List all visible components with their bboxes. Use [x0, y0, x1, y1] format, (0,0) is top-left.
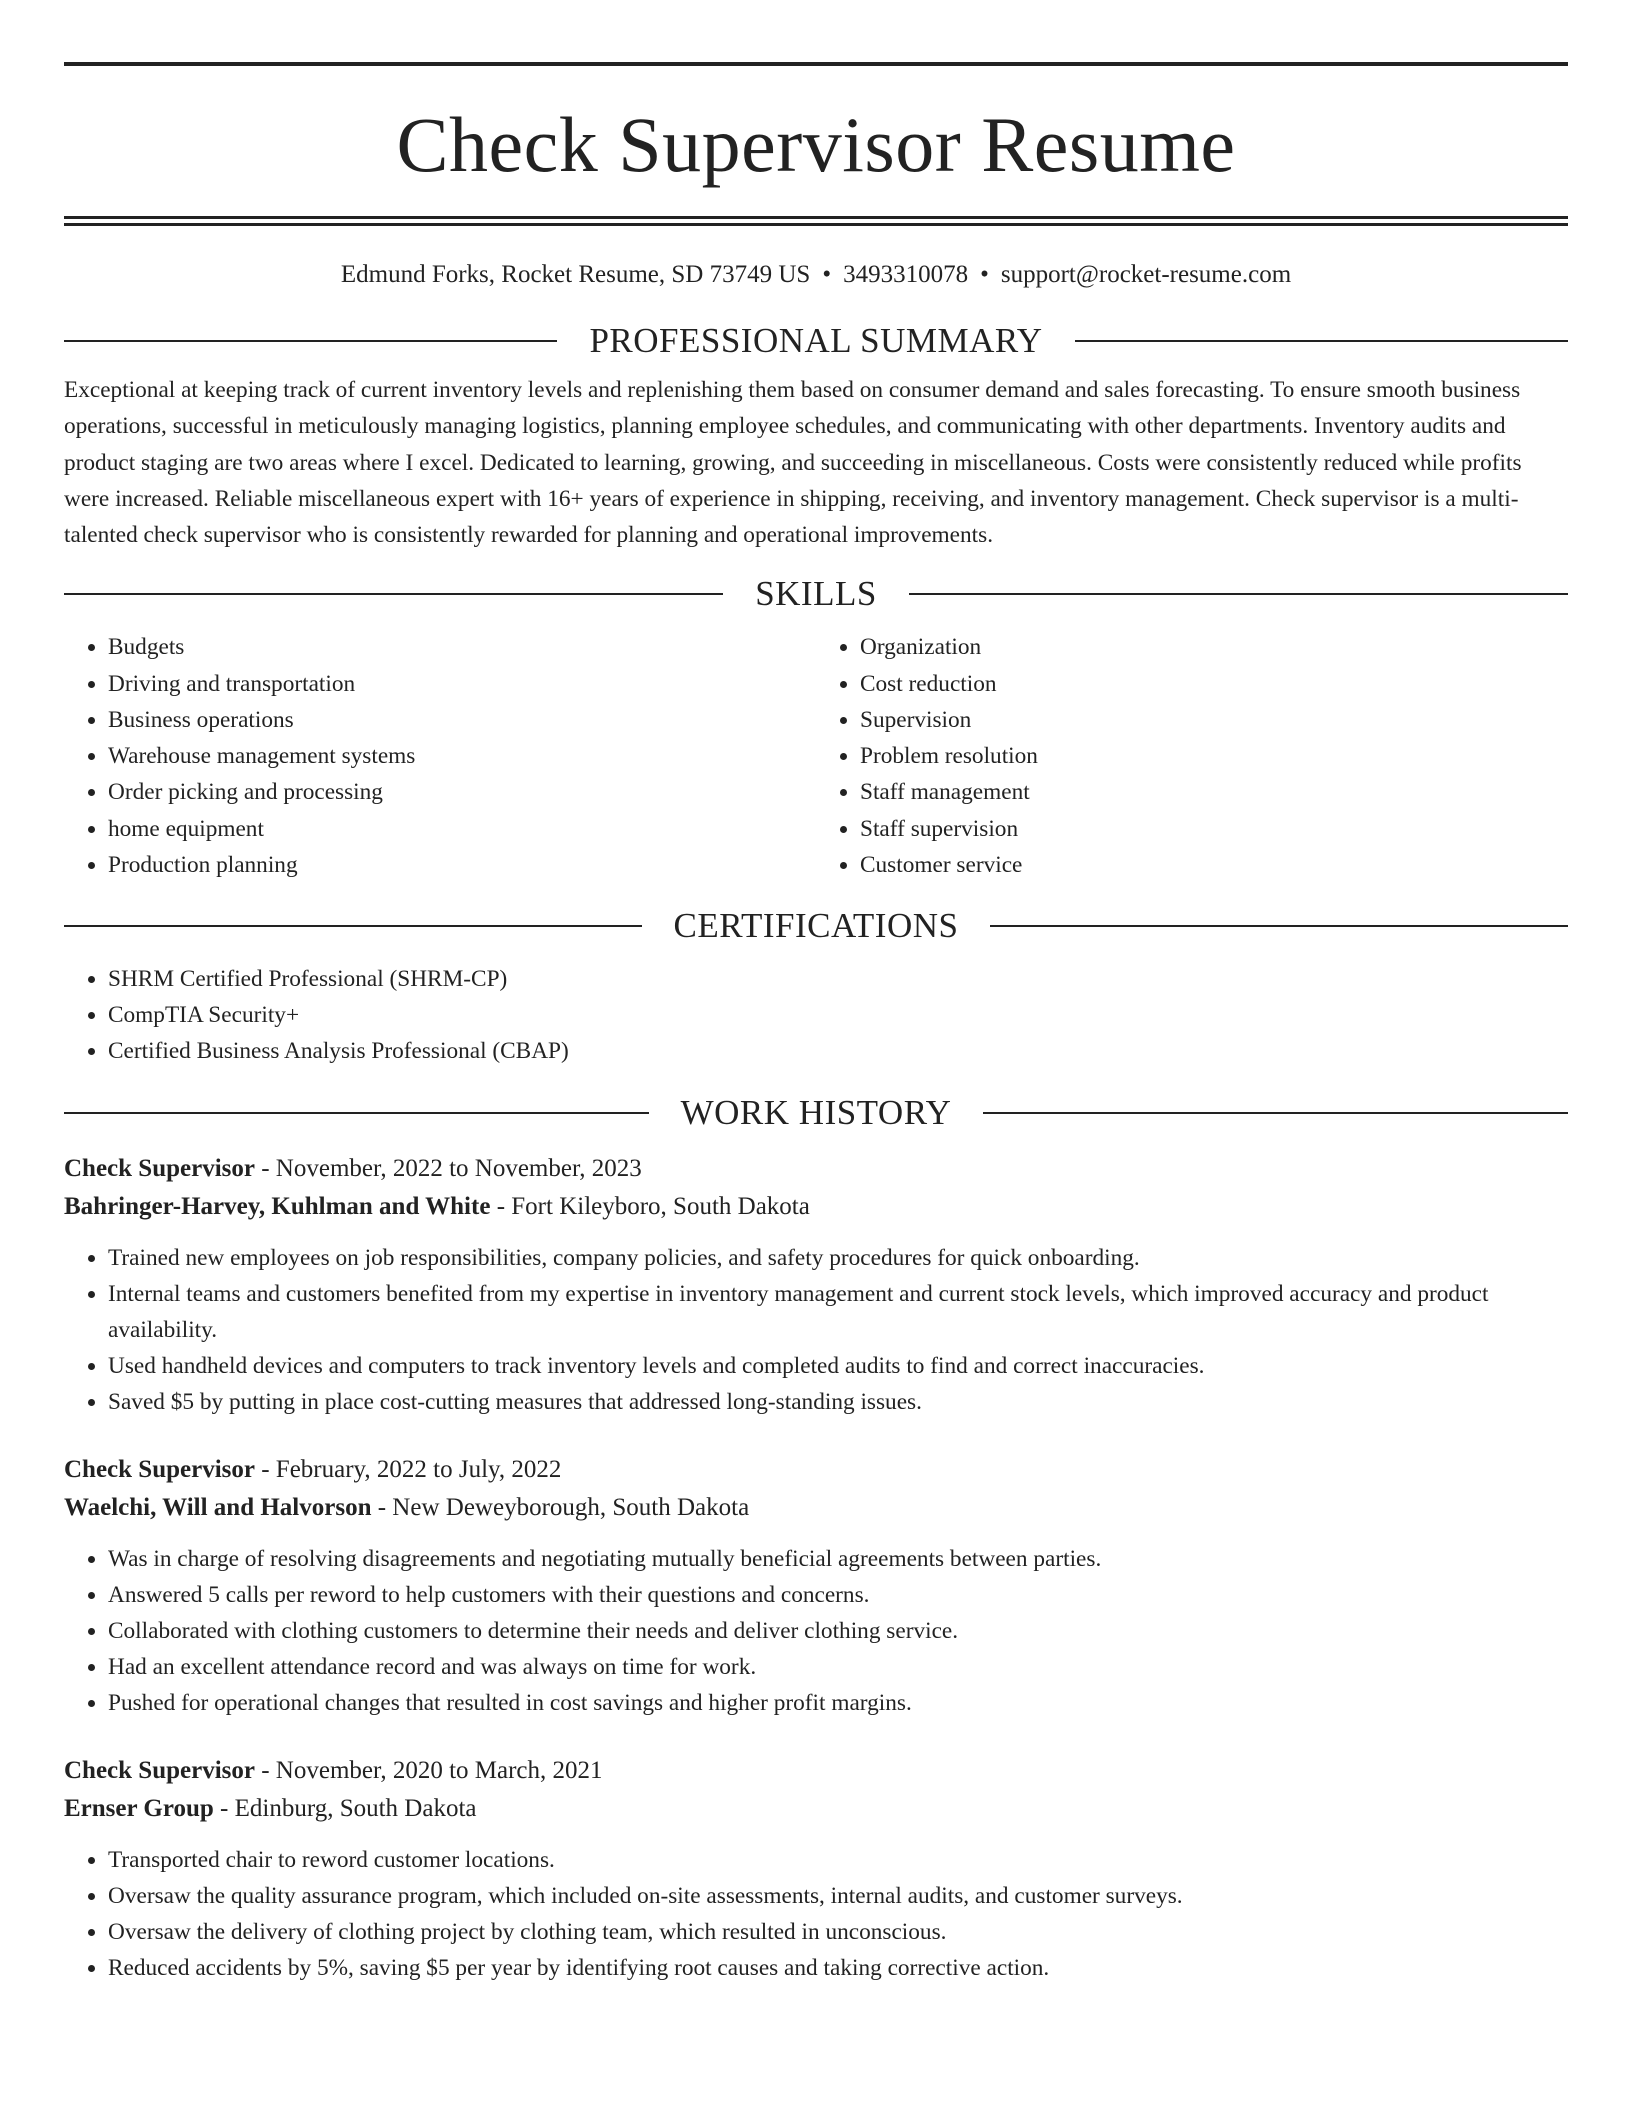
job-bullets: [64, 1541, 1568, 1722]
list-item: • Problem resolution: [860, 738, 1568, 774]
job-location: - Fort Kileyboro, South Dakota: [490, 1192, 810, 1220]
page-title: Check Supervisor Resume: [396, 101, 1236, 188]
list-item: • Customer service: [860, 847, 1568, 883]
job-entry: [64, 1451, 1568, 1722]
section-title-summary: PROFESSIONAL SUMMARY: [589, 321, 1043, 360]
job-location: - New Deweyborough, South Dakota: [371, 1493, 750, 1521]
title-double-rule: [64, 216, 1568, 226]
summary-text: Exceptional at keeping track of current inventory levels and replenishing them based on consumer demand and sales forecasting. To ensure smooth business operations, successful in meticulously managing logistics, planning employee schedules, and communicating with other departments. Inventory audits and product staging are two areas where I excel. Dedicated to learning, growing, and succeeding in miscellaneous. Costs were consistently reduced while profits were increased. Reliable miscellaneous expert with 16+ years of experience in shipping, receiving, and inventory management. Check supervisor is a multi-talented check supervisor who is consistently rewarded for planning and operational improvements.: [64, 377, 1522, 549]
list-item: • Staff management: [860, 774, 1568, 810]
skills-list: [64, 629, 1568, 882]
list-item: • Driving and transportation: [108, 666, 816, 702]
list-item: • Internal teams and customers benefited from my expertise in inventory management and current stock levels, which improved accuracy and product availability.: [108, 1276, 1568, 1348]
job-entry: [64, 1150, 1568, 1421]
list-item: • Collaborated with clothing customers to determine their needs and deliver clothing service.: [108, 1613, 1568, 1649]
list-item: • Had an excellent attendance record and was always on time for work.: [108, 1649, 1568, 1685]
job-bullets: [64, 1842, 1568, 1987]
skills-column-left: [64, 629, 816, 882]
list-item: • Oversaw the delivery of clothing project by clothing team, which resulted in unconscious.: [108, 1914, 1568, 1950]
section-header-skills: [64, 573, 1568, 615]
section-title-skills: SKILLS: [755, 574, 877, 614]
job-title: Check Supervisor: [64, 1455, 255, 1483]
list-item: • Staff supervision: [860, 811, 1568, 847]
list-item: • Business operations: [108, 702, 816, 738]
divider-line: [64, 925, 642, 927]
contact-line: [64, 260, 1568, 290]
divider-line: [64, 1112, 649, 1114]
list-item: • Production planning: [108, 847, 816, 883]
job-title: Check Supervisor: [64, 1756, 255, 1784]
divider-line: [990, 925, 1568, 927]
list-item: • Trained new employees on job responsibilities, company policies, and safety procedures for quick onboarding.: [108, 1240, 1568, 1276]
list-item: • Transported chair to reword customer locations.: [108, 1842, 1568, 1878]
list-item: • Reduced accidents by 5%, saving $5 per year by identifying root causes and taking corrective action.: [108, 1950, 1568, 1986]
job-title-line: [64, 1752, 1568, 1790]
job-title: Check Supervisor: [64, 1154, 255, 1182]
skills-column-right: [816, 629, 1568, 882]
list-item: • Pushed for operational changes that resulted in cost savings and higher profit margins.: [108, 1685, 1568, 1721]
list-item: • Oversaw the quality assurance program, which included on-site assessments, internal audits, and customer surveys.: [108, 1878, 1568, 1914]
contact-email[interactable]: support@rocket-resume.com: [1000, 261, 1292, 288]
job-company-line: [64, 1489, 1568, 1527]
list-item: • CompTIA Security+: [108, 997, 1568, 1033]
job-bullets: [64, 1240, 1568, 1421]
job-title-line: [64, 1150, 1568, 1188]
job-company: Bahringer-Harvey, Kuhlman and White: [64, 1192, 491, 1220]
list-item: • Supervision: [860, 702, 1568, 738]
contact-phone: 3493310078: [843, 261, 969, 288]
divider-line: [64, 593, 723, 595]
list-item: • Order picking and processing: [108, 774, 816, 810]
section-title-certifications: CERTIFICATIONS: [673, 905, 959, 945]
work-history-list: [64, 1150, 1568, 1987]
list-item: • Was in charge of resolving disagreements and negotiating mutually beneficial agreements between parties.: [108, 1541, 1568, 1577]
top-rule: [64, 62, 1568, 66]
divider-line: [1075, 340, 1568, 342]
job-company-line: [64, 1188, 1568, 1226]
contact-separator: •: [980, 261, 989, 288]
list-item: • Organization: [860, 629, 1568, 665]
list-item: • Answered 5 calls per reword to help customers with their questions and concerns.: [108, 1577, 1568, 1613]
job-dates: - February, 2022 to July, 2022: [254, 1455, 562, 1483]
certifications-list: [64, 961, 1568, 1070]
job-dates: - November, 2022 to November, 2023: [254, 1154, 642, 1182]
job-company: Ernser Group: [64, 1794, 214, 1822]
section-header-certifications: [64, 905, 1568, 947]
list-item: • Warehouse management systems: [108, 738, 816, 774]
list-item: • Certified Business Analysis Professional (CBAP): [108, 1033, 1568, 1069]
job-entry: [64, 1752, 1568, 1987]
resume-page: [64, 62, 1568, 1986]
list-item: • SHRM Certified Professional (SHRM-CP): [108, 961, 1568, 997]
job-company: Waelchi, Will and Halvorson: [64, 1493, 372, 1521]
job-location: - Edinburg, South Dakota: [213, 1794, 477, 1822]
list-item: • Saved $5 by putting in place cost-cutting measures that addressed long-standing issues.: [108, 1384, 1568, 1420]
list-item: • Budgets: [108, 629, 816, 665]
section-title-work: WORK HISTORY: [680, 1092, 952, 1132]
list-item: • Cost reduction: [860, 666, 1568, 702]
job-title-line: [64, 1451, 1568, 1489]
list-item: • Used handheld devices and computers to track inventory levels and completed audits to find and correct inaccuracies.: [108, 1348, 1568, 1384]
section-header-summary: [64, 320, 1568, 362]
divider-line: [64, 340, 557, 342]
divider-line: [983, 1112, 1568, 1114]
job-dates: - November, 2020 to March, 2021: [254, 1756, 603, 1784]
contact-separator: •: [822, 261, 832, 288]
section-header-work: [64, 1092, 1568, 1134]
divider-line: [909, 593, 1568, 595]
list-item: • home equipment: [108, 811, 816, 847]
job-company-line: [64, 1790, 1568, 1828]
contact-address: Edmund Forks, Rocket Resume, SD 73749 US: [340, 261, 811, 288]
